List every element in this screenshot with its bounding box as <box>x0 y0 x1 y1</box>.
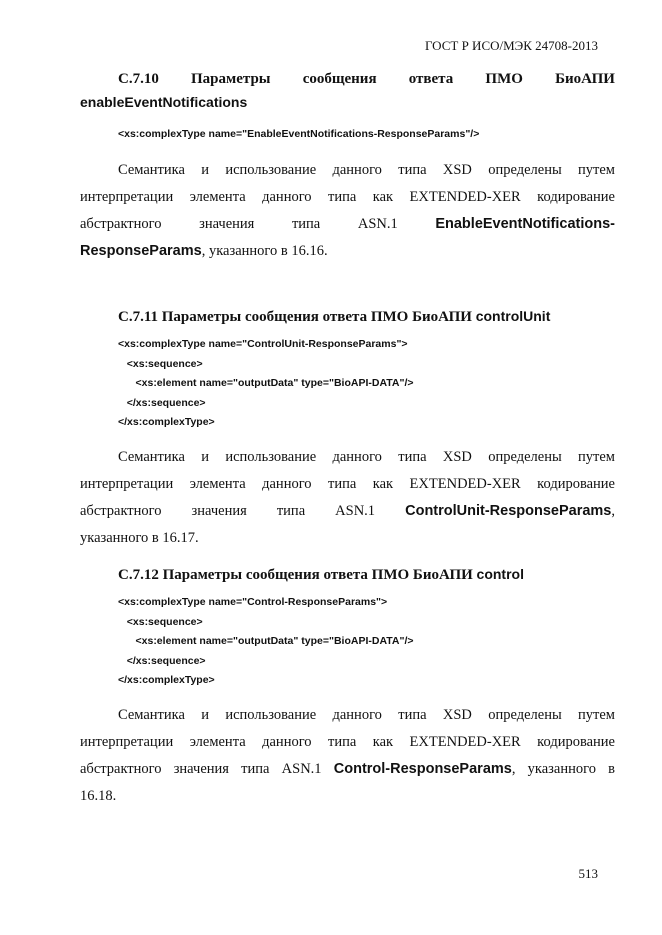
paragraph-text: , указанного в <box>511 760 616 777</box>
heading-word: ответа <box>408 71 454 87</box>
page-number: 513 <box>578 866 598 881</box>
heading-word: ПМО <box>485 71 523 87</box>
paragraph-text: абстрактного значения типа ASN.1 <box>80 215 398 232</box>
paragraph-line: 16.18. <box>80 787 117 804</box>
paragraph-line <box>80 498 615 525</box>
section-c-7-12 <box>80 562 615 810</box>
type-name: EnableEventNotifications- <box>435 215 616 232</box>
semantics-paragraph <box>80 702 615 810</box>
paragraph-line: Семантика и использование данного типа XSD определены путем <box>118 161 615 178</box>
xsd-code-block: <xs:complexType name="ControlUnit-ResponseParams"> <xs:sequence> <xs:element name="outputData" type="BioAPI-DATA"/> </xs:sequence> </xs:complexType> <box>118 338 414 429</box>
section-heading <box>80 304 615 329</box>
heading-title: С.7.11 Параметры сообщения ответа ПМО БиоАПИ <box>118 309 472 325</box>
paragraph-text: , <box>611 502 615 519</box>
paragraph-line: интерпретации элемента данного типа как EXTENDED-XER кодирование <box>80 188 615 205</box>
xsd-code-block: <xs:complexType name="EnableEventNotifications-ResponseParams"/> <box>118 128 480 140</box>
paragraph-line: Семантика и использование данного типа XSD определены путем <box>118 706 615 723</box>
xsd-code-block: <xs:complexType name="Control-ResponseParams"> <xs:sequence> <xs:element name="outputData" type="BioAPI-DATA"/> </xs:sequence> </xs:complexType> <box>118 596 414 687</box>
paragraph-line <box>80 211 615 238</box>
section-c-7-10 <box>80 67 615 265</box>
semantics-paragraph <box>80 444 615 552</box>
type-name: ControlUnit-ResponseParams <box>405 502 612 519</box>
section-heading <box>80 67 615 91</box>
heading-title: С.7.12 Параметры сообщения ответа ПМО БиоАПИ <box>118 567 473 583</box>
type-name: Control-ResponseParams <box>333 760 512 777</box>
heading-identifier: control <box>476 566 524 582</box>
heading-identifier: controlUnit <box>475 308 551 324</box>
paragraph-line: интерпретации элемента данного типа как EXTENDED-XER кодирование <box>80 733 615 750</box>
semantics-paragraph <box>80 157 615 265</box>
type-name: ResponseParams <box>80 242 202 259</box>
paragraph-line: Семантика и использование данного типа XSD определены путем <box>118 448 615 465</box>
section-c-7-11 <box>80 304 615 552</box>
paragraph-text: , указанного в 16.16. <box>201 242 328 259</box>
page-header: ГОСТ Р ИСО/МЭК 24708-2013 <box>424 38 598 53</box>
paragraph-text: абстрактного значения типа ASN.1 <box>80 502 376 519</box>
heading-word: сообщения <box>302 71 377 87</box>
section-heading <box>80 562 615 587</box>
paragraph-line <box>80 238 615 265</box>
paragraph-line <box>80 756 615 783</box>
heading-word: БиоАПИ <box>555 71 615 87</box>
heading-identifier: enableEventNotifications <box>80 94 248 110</box>
paragraph-text: абстрактного значения типа ASN.1 <box>80 760 322 777</box>
paragraph-line: интерпретации элемента данного типа как EXTENDED-XER кодирование <box>80 475 615 492</box>
heading-word: Параметры <box>191 71 271 87</box>
paragraph-line: указанного в 16.17. <box>80 529 199 546</box>
heading-number: С.7.10 <box>118 71 159 87</box>
